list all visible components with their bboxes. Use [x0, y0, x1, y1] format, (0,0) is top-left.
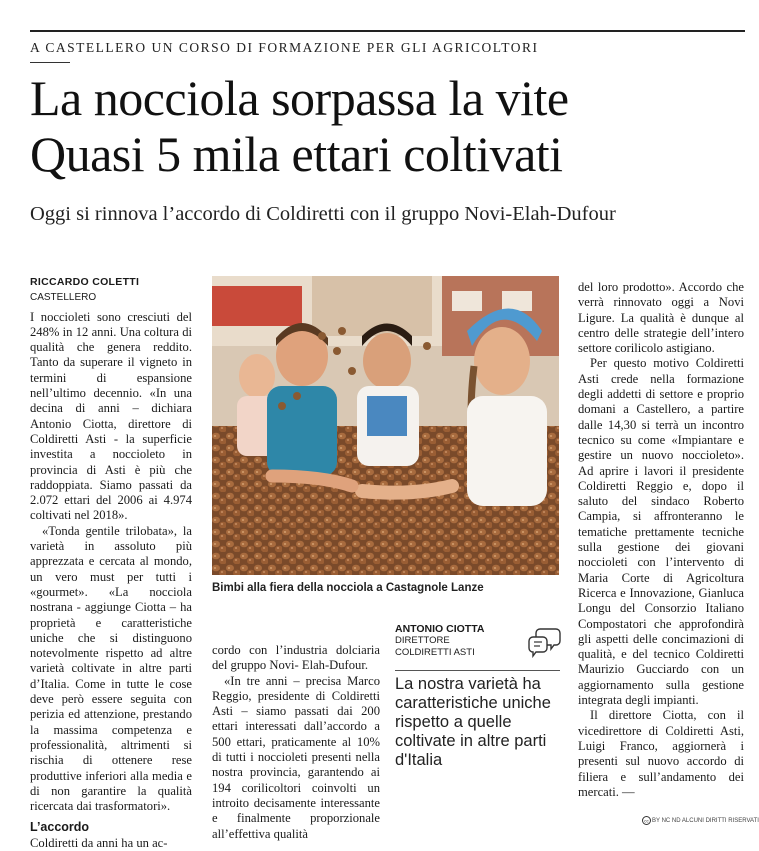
kicker-rule	[30, 62, 70, 63]
speech-bubble-icon	[528, 625, 562, 659]
article-column-1	[30, 275, 192, 851]
copyright-credit: BY NC ND ALCUNI DIRITTI RISERVATI	[652, 818, 759, 824]
headline	[30, 70, 750, 182]
author-byline: RICCARDO COLETTI	[30, 276, 140, 288]
paragraph: I noccioleti sono cresciuti del 248% in 12 anni. Una coltura di qualità che genera reddito. Tanto da superare il vigneto in termini di espansione nell’ultimo decennio. «In una decina di anni – dichiara Antonio Ciotta, direttore di Coldiretti Asti - la superficie investita a noccioleto in provincia di Asti è più che raddoppiata. Siamo passati da 2.072 ettari del 2006 ai 4.974 coltivati nel 2018».	[30, 309, 192, 523]
article-column-3	[578, 280, 744, 800]
paragraph: cordo con l’industria dolciaria del gruppo Novi- Elah-Dufour.	[212, 643, 380, 673]
paragraph: Per questo motivo Coldiretti Asti crede nella formazione degli addetti di settore e proprio domani a Castellero, a partire dalle 14,30 si terrà un incontro tecnico su come «Impiantare e gestire un nuovo noccioleto». Ad aprire i lavori il presidente Coldiretti Reggio e, dopo il saluto del sindaco Roberto Campia, si affronteranno le tematiche prettamente tecniche sulla gestione dei giovani noccioleti con l’intervento di Maria Corte di Agricoltura Ricerca e Innovazione, Gianluca Longu del Consorzio Italiano Compostatori che approfondirà gli aspetti delle concimazioni di qualità, e del tecnico Coldiretti Maurizio Gucciardo con un aggiornamento sulla gestione integrata degli impianti.	[578, 356, 744, 708]
svg-text:cc: cc	[644, 818, 649, 824]
headline-line-1: La nocciola sorpassa la vite	[30, 70, 569, 126]
creative-commons-icon	[642, 816, 651, 825]
paragraph: Il direttore Ciotta, con il vicedirettore di Coldiretti Asti, Luigi Franco, aggiornerà i presenti sul nuovo accordo di filiera e sull’andamento dei mercati. —	[578, 708, 744, 799]
subheadline: Oggi si rinnova l’accordo di Coldiretti con il gruppo Novi-Elah-Dufour	[30, 203, 616, 225]
photo-children-hazelnuts	[212, 276, 559, 575]
article-photo	[212, 276, 559, 575]
dateline: CASTELLERO	[30, 292, 97, 304]
section-title: L’accordo	[30, 820, 90, 835]
paragraph: «In tre anni – precisa Marco Reggio, presidente di Coldiretti Asti – siamo passati dai 200 ettari interessati dall’accordo a 500 ettari, praticamente al 10% di tutti i noccioleti presenti nella nostra provincia, garantendo ai 194 corilicoltori coinvolti un introito decisamente interessante e finalmente proporzionale all’effettiva qualità	[212, 673, 380, 841]
quote-divider	[395, 670, 560, 671]
paragraph: Coldiretti da anni ha un ac-	[30, 835, 168, 850]
paragraph: del loro prodotto». Accordo che verrà rinnovato oggi a Novi Ligure. La qualità è dunque al centro delle strategie dell’intero settore corilicolo astigiano.	[578, 280, 744, 356]
quote-author-organization: COLDIRETTI ASTI	[395, 647, 475, 658]
photo-caption: Bimbi alla fiera della nocciola a Castagnole Lanze	[212, 582, 484, 594]
headline-line-2: Quasi 5 mila ettari coltivati	[30, 126, 563, 182]
kicker: A CASTELLERO UN CORSO DI FORMAZIONE PER GLI AGRICOLTORI	[30, 40, 539, 55]
quote-author-role: DIRETTORE	[395, 635, 450, 646]
top-rule	[30, 30, 745, 32]
quote-author-name: ANTONIO CIOTTA	[395, 623, 485, 635]
article-column-2	[212, 643, 380, 842]
paragraph: «Tonda gentile trilobata», la varietà in assoluto più apprezzata e cercata al mondo, un vero must per tutti i «gourmet». «La nocciola nostrana - aggiunge Ciotta – ha proprietà e caratteristiche uniche che si distinguono notevolmente rispetto ad altre varietà coltivate in altre parti d’Italia. Come in tutte le cose deve però essere seguita con perizia ed attenzione, prestando la massima competenza e professionalità, altrimenti si rischia di ottenere rese produttive inferiori alla media e di non garantire la qualità ricercata dai trasformatori».	[30, 523, 192, 814]
quote-text: La nostra varietà ha caratteristiche uniche rispetto a quelle coltivate in altre parti d'Italia	[395, 675, 551, 769]
